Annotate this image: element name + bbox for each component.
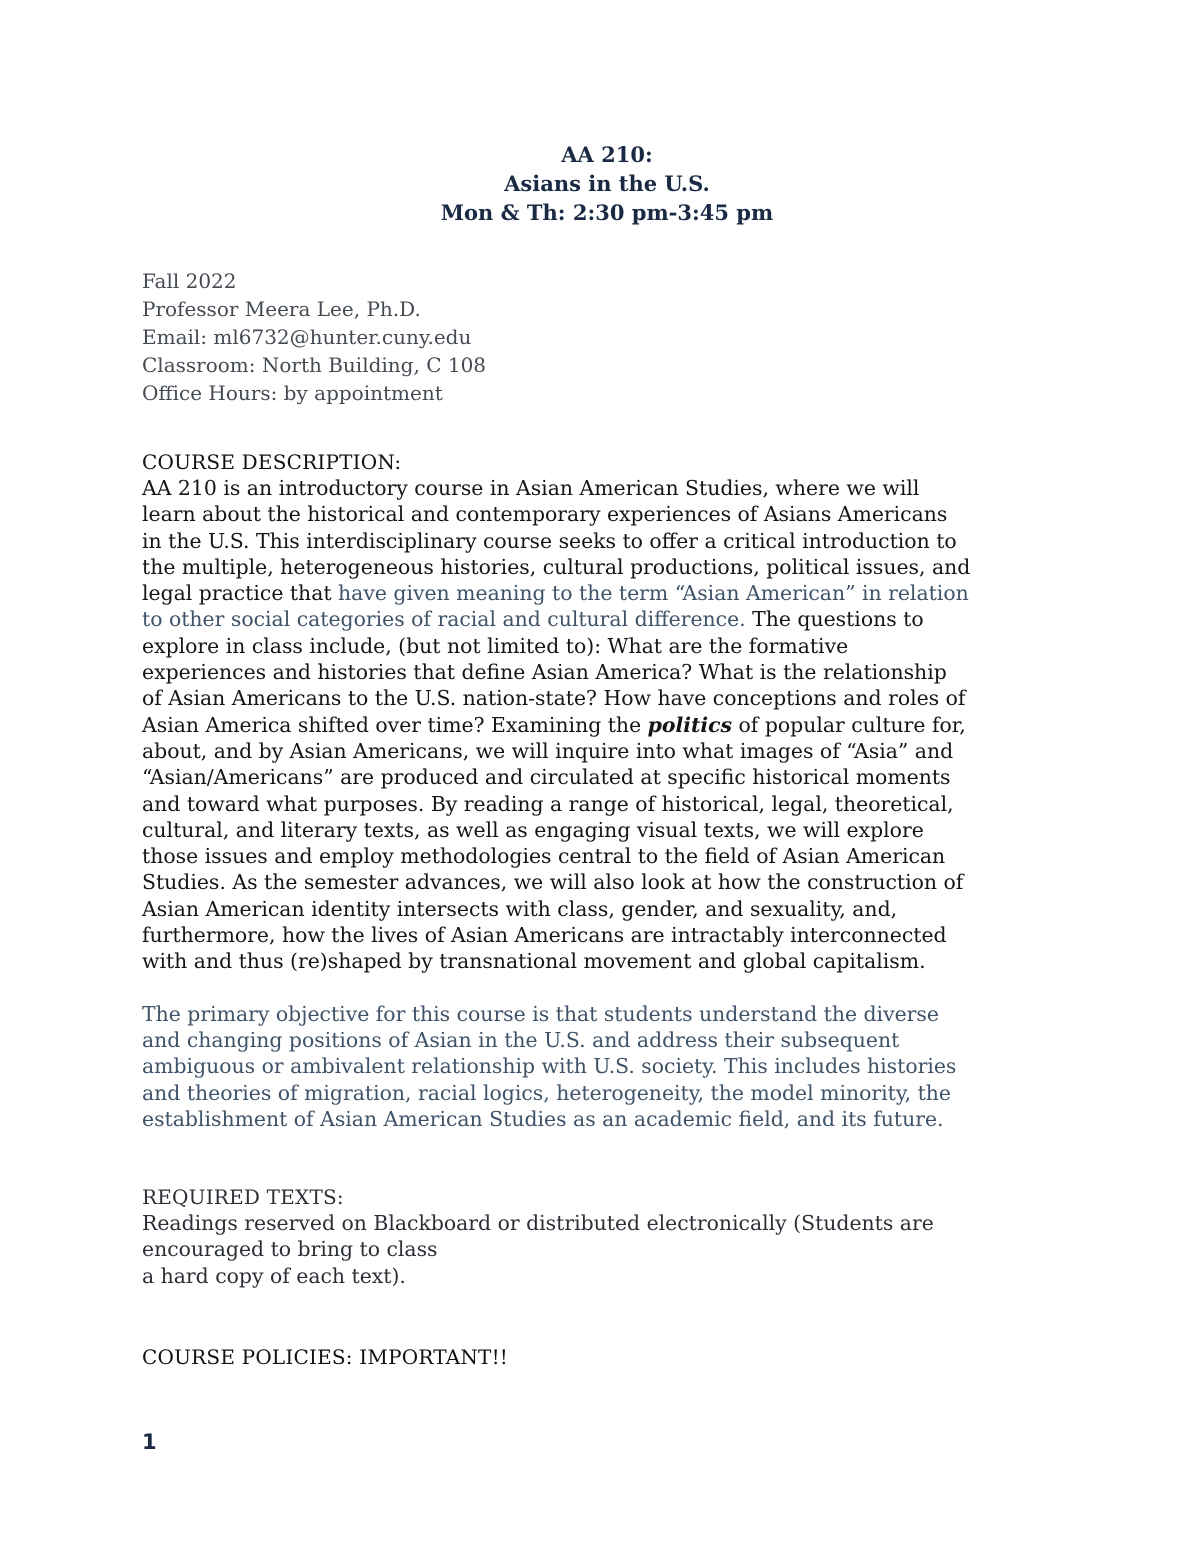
description-line: cultural, and literary texts, as well as engaging visual texts, we will explore: [142, 817, 924, 842]
description-text: legal practice that: [142, 581, 339, 606]
course-info: [142, 267, 1072, 407]
description-line: [142, 580, 1072, 606]
description-line: Studies. As the semester advances, we will also look at how the construction of: [142, 870, 964, 895]
description-line: Asian American identity intersects with class, gender, and sexuality, and,: [142, 896, 898, 921]
professor-email: Email: ml6732@hunter.cuny.edu: [142, 325, 472, 349]
description-line: [142, 712, 1072, 738]
required-texts-paragraph: [142, 1210, 1072, 1289]
course-description-paragraph: [142, 475, 1072, 975]
required-texts-line: Readings reserved on Blackboard or distributed electronically (Students are: [142, 1211, 934, 1236]
description-text: of popular culture for,: [732, 712, 966, 737]
description-line: experiences and histories that define Asian America? What is the relationship: [142, 660, 947, 685]
course-schedule: Mon & Th: 2:30 pm-3:45 pm: [440, 200, 774, 225]
description-line: explore in class include, (but not limited to): What are the formative: [142, 633, 849, 658]
objective-line: and theories of migration, racial logics, heterogeneity, the model minority, the: [142, 1080, 952, 1105]
course-description-heading: COURSE DESCRIPTION:: [142, 450, 402, 474]
description-highlight: have given meaning to the term “Asian American” in relation: [338, 581, 969, 606]
objective-line: The primary objective for this course is that students understand the diverse: [142, 1001, 939, 1026]
description-line: of Asian Americans to the U.S. nation-state? How have conceptions and roles of: [142, 686, 966, 711]
required-texts-heading: REQUIRED TEXTS:: [142, 1185, 344, 1210]
office-hours: Office Hours: by appointment: [142, 381, 443, 405]
objective-line: ambiguous or ambivalent relationship with U.S. society. This includes histories: [142, 1054, 957, 1079]
course-code: AA 210:: [561, 142, 653, 167]
description-line: furthermore, how the lives of Asian Americans are intractably interconnected: [142, 923, 947, 948]
course-header: [142, 140, 1072, 227]
description-line: in the U.S. This interdisciplinary course seeks to offer a critical introduction to: [142, 528, 957, 553]
description-line: with and thus (re)shaped by transnational movement and global capitalism.: [142, 949, 926, 974]
required-texts-line: a hard copy of each text).: [142, 1263, 406, 1288]
objective-line: and changing positions of Asian in the U.S. and address their subsequent: [142, 1027, 900, 1052]
description-text: The questions to: [745, 607, 924, 632]
description-highlight: to other social categories of racial and cultural difference.: [142, 607, 746, 632]
classroom: Classroom: North Building, C 108: [142, 353, 487, 377]
objective-paragraph: [142, 1001, 1072, 1132]
professor-name: Professor Meera Lee, Ph.D.: [142, 297, 421, 321]
description-line: the multiple, heterogeneous histories, cultural productions, political issues, and: [142, 554, 971, 579]
term: Fall 2022: [142, 269, 237, 293]
document-body: [142, 140, 1072, 1370]
description-line: [142, 606, 1072, 632]
description-line: and toward what purposes. By reading a range of historical, legal, theoretical,: [142, 791, 954, 816]
page-number: 1: [142, 1430, 157, 1454]
course-title: Asians in the U.S.: [504, 171, 710, 196]
description-line: learn about the historical and contemporary experiences of Asians Americans: [142, 502, 948, 527]
emphasis-politics: politics: [647, 712, 733, 737]
description-text: Asian America shifted over time? Examining the: [142, 712, 648, 737]
objective-line: establishment of Asian American Studies as an academic field, and its future.: [142, 1106, 944, 1131]
description-line: “Asian/Americans” are produced and circulated at specific historical moments: [142, 765, 951, 790]
required-texts-line: encouraged to bring to class: [142, 1237, 438, 1262]
description-line: those issues and employ methodologies central to the field of Asian American: [142, 844, 946, 869]
description-line: about, and by Asian Americans, we will inquire into what images of “Asia” and: [142, 738, 954, 763]
description-line: AA 210 is an introductory course in Asian American Studies, where we will: [142, 476, 920, 500]
course-policies-heading: COURSE POLICIES: IMPORTANT!!: [142, 1345, 509, 1370]
